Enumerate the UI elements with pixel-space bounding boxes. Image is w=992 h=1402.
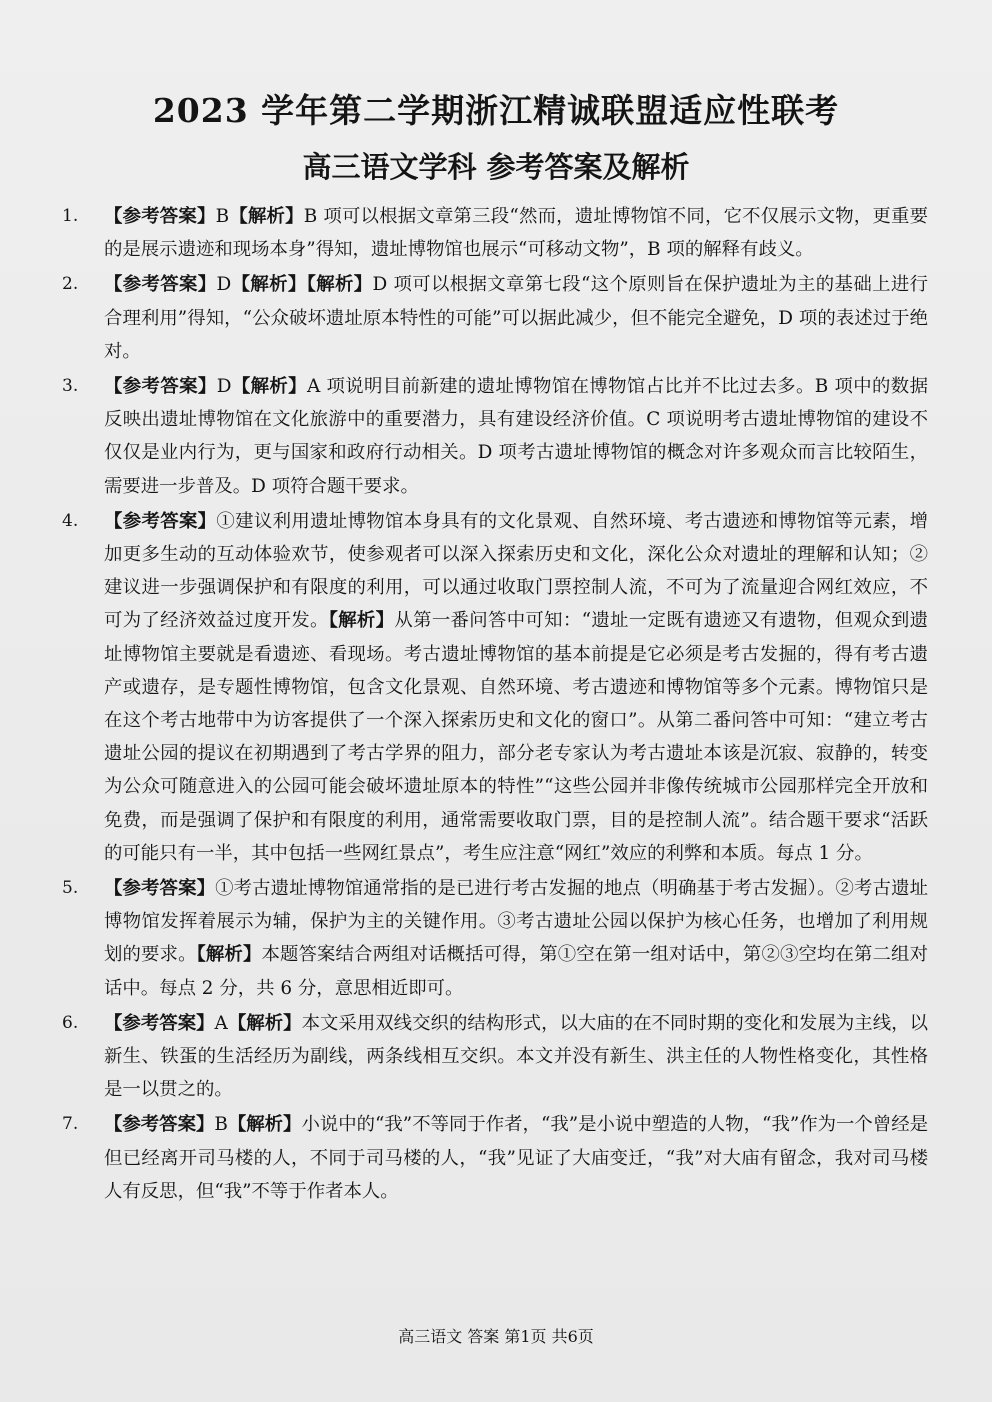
answer-value: D — [216, 274, 232, 296]
question-item — [62, 1108, 928, 1208]
page-subtitle: 高三语文学科 参考答案及解析 — [302, 150, 690, 184]
analysis-text: 本题答案结合两组对话概括可得，第①空在第一组对话中，第②③空均在第二组对话中。每点 2 分，共 6 分，意思相近即可。 — [104, 944, 928, 999]
question-item — [62, 505, 928, 870]
answer-value: A — [214, 1012, 228, 1034]
analysis-label: 【解析】 — [229, 206, 304, 227]
answer-label: 【参考答案】 — [104, 206, 216, 227]
analysis-label: 【解析】 — [227, 1114, 302, 1136]
question-item — [62, 872, 928, 1005]
question-answer-text — [104, 505, 928, 870]
analysis-label: 【解析】 — [227, 1012, 302, 1034]
analysis-text: 从第一番问答中可知：“遗址一定既有遗迹又有遗物，但观众到遗址博物馆主要就是看遗迹、看现场。考古遗址博物馆的基本前提是它必须是考古发掘的，得有考古遗产或遗存，是专题性博物馆，包含文化景观、自然环境、考古遗迹和博物馆等多个元素。博物馆只是在这个考古地带中为访客提供了一个深入探索历史和文化的窗口”。从第二番问答中可知：“建立考古遗址公园的提议在初期遇到了考古学界的阻力，部分老专家认为考古遗址本该是沉寂、寂静的，转变为公众可随意进入的公园可能会破坏遗址原本的特性”“这些公园并非像传统城市公园那样完全开放和免费，而是强调了保护和有限度的利用，通常需要收取门票，目的是控制人流”。结合题干要求“活跃的可能只有一半，其中包括一些网红景点”，考生应注意“网红”效应的利弊和本质。每点 1 分。 — [104, 610, 928, 864]
answer-label: 【参考答案】 — [104, 510, 217, 532]
question-answer-text — [104, 370, 928, 503]
question-item — [62, 370, 928, 503]
question-number: 1. — [62, 206, 79, 226]
answer-value: D — [216, 376, 232, 398]
question-number: 3. — [62, 376, 79, 397]
analysis-text: B 项可以根据文章第三段“然而，遗址博物馆不同，它不仅展示文物，更重要的是展示遗迹和现场本身”得知，遗址博物馆也展示“可移动文物”，B 项的解释有歧义。 — [104, 206, 928, 261]
question-item — [62, 200, 928, 266]
analysis-label: 【解析】 — [328, 610, 395, 632]
question-item — [62, 268, 928, 368]
question-number: 2. — [62, 274, 79, 295]
answer-value: ①建议利用遗址博物馆本身具有的文化景观、自然环境、考古遗迹和博物馆等元素，增加更多生动的互动体验欢节，使参观者可以深入探索历史和文化，深化公众对遗址的理解和认知；②建议进一步强调保护和有限度的利用，可以通过收取门票控制人流，不可为了流量迎合网红效应，不可为了经济效益过度开发。 — [104, 510, 928, 632]
question-number: 6. — [62, 1012, 79, 1033]
answer-label: 【参考答案】 — [104, 1012, 215, 1034]
answer-value: ①考古遗址博物馆通常指的是已进行考古发掘的地点（明确基于考古发掘）。②考古遗址博物馆发挥着展示为辅，保护为主的关键作用。③考古遗址公园以保护为核心任务，也增加了利用规划的要求。 — [104, 878, 928, 966]
page-title: 2023 学年第二学期浙江精诚联盟适应性联考 — [152, 91, 840, 130]
question-answer-text — [104, 1108, 928, 1208]
question-answer-text — [104, 200, 928, 266]
answer-label: 【参考答案】 — [104, 274, 217, 296]
analysis-text: 本文采用双线交织的结构形式，以大庙的在不同时期的变化和发展为主线，以新生、铁蛋的生活经历为副线，两条线相互交织。本文并没有新生、洪主任的人物性格变化，其性格是一以贯之的。 — [104, 1012, 928, 1101]
analysis-label: 【解析】【解析】 — [231, 274, 373, 296]
question-answer-text — [104, 268, 928, 368]
answer-value: B — [214, 1114, 228, 1136]
answer-value: B — [215, 206, 230, 227]
analysis-text: A 项说明目前新建的遗址博物馆在博物馆占比并不比过去多。B 项中的数据反映出遗址博物馆在文化旅游中的重要潜力，具有建设经济价值。C 项说明考古遗址博物馆的建设不仅仅是业内行为，更与国家和政府行动相关。D 项考古遗址博物馆的概念对许多观众而言比较陌生，需要进一步普及。D 项符合题干要求。 — [104, 376, 928, 497]
analysis-text: D 项可以根据文章第七段“这个原则旨在保护遗址为主的基础上进行合理利用”得知，“公众破坏遗址原本特性的可能”可以据此减少，但不能完全避免，D 项的表述过于绝对。 — [104, 274, 928, 362]
question-answer-text — [104, 1007, 928, 1107]
answer-label: 【参考答案】 — [104, 878, 216, 900]
question-number: 5. — [62, 878, 79, 899]
question-number: 4. — [62, 510, 79, 531]
question-item — [62, 1007, 928, 1107]
answer-label: 【参考答案】 — [104, 376, 217, 398]
question-list — [62, 200, 928, 1210]
analysis-text: 小说中的“我”不等同于作者，“我”是小说中塑造的人物，“我”作为一个曾经是但已经离开司马楼的人，不同于司马楼的人，“我”见证了大庙变迁，“我”对大庙有留念，我对司马楼人有反思，但“我”不等于作者本人。 — [104, 1114, 928, 1202]
question-answer-text — [104, 872, 928, 1005]
analysis-label: 【解析】 — [231, 376, 307, 398]
analysis-label: 【解析】 — [196, 944, 262, 966]
question-number: 7. — [62, 1114, 79, 1135]
page-footer: 高三语文 答案 第1页 共6页 — [398, 1327, 594, 1346]
answer-label: 【参考答案】 — [104, 1114, 215, 1136]
